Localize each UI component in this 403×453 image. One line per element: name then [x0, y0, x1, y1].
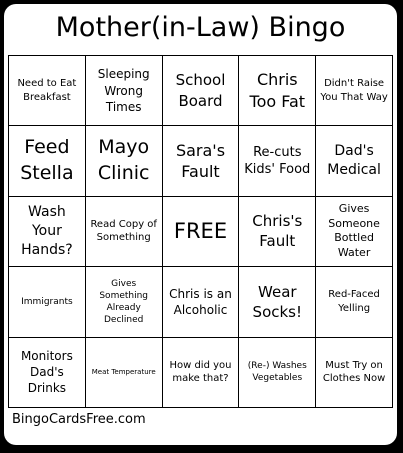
bingo-cell-text: Wear Socks!	[252, 282, 303, 321]
bingo-cell-text: (Re-) Washes Vegetables	[247, 361, 307, 384]
bingo-cell-r3-c4	[239, 197, 316, 267]
bingo-cell-text: Didn't Raise You That Way	[320, 78, 388, 103]
bingo-cell-r2-c5	[316, 126, 393, 196]
bingo-cell-r4-c2	[86, 267, 163, 337]
bingo-cell-r1-c5	[316, 56, 393, 126]
bingo-card	[4, 4, 397, 445]
bingo-cell-text: Feed Stella	[20, 136, 74, 185]
bingo-cell-r2-c3	[163, 126, 240, 196]
bingo-cell-text: Must Try on Clothes Now	[322, 359, 386, 385]
bingo-cell-text: Chris is an Alcoholic	[169, 286, 232, 317]
bingo-grid	[8, 55, 393, 408]
bingo-cell-r4-c3	[163, 267, 240, 337]
bingo-cell-text: How did you make that?	[169, 359, 232, 385]
bingo-cell-r2-c4	[239, 126, 316, 196]
bingo-cell-r3-c1	[9, 197, 86, 267]
bingo-cell-text: Read Copy of Something	[90, 218, 157, 244]
bingo-cell-r4-c4	[239, 267, 316, 337]
bingo-cell-text: FREE	[173, 219, 228, 244]
bingo-cell-r5-c2	[86, 338, 163, 408]
bingo-cell-r1-c3	[163, 56, 240, 126]
bingo-cell-text: Mayo Clinic	[97, 136, 150, 185]
bingo-cell-r1-c1	[9, 56, 86, 126]
bingo-cell-text: Monitors Dad's Drinks	[20, 349, 73, 396]
bingo-cell-r3-c3	[163, 197, 240, 267]
bingo-cell-text: Need to Eat Breakfast	[17, 78, 77, 103]
bingo-cell-text: Red-Faced Yelling	[328, 289, 380, 314]
footer-credit: BingoCardsFree.com	[12, 412, 146, 427]
bingo-cell-text: Chris Too Fat	[249, 70, 306, 111]
bingo-cell-text: Wash Your Hands?	[21, 204, 73, 258]
bingo-cell-text: Sleeping Wrong Times	[97, 67, 150, 114]
bingo-cell-r4-c1	[9, 267, 86, 337]
bingo-cell-r5-c4	[239, 338, 316, 408]
bingo-cell-text: Gives Something Already Declined	[99, 278, 149, 326]
bingo-cell-text: Immigrants	[21, 296, 73, 307]
bingo-cell-r3-c2	[86, 197, 163, 267]
bingo-cell-text: Sara's Fault	[175, 140, 226, 182]
bingo-cell-text: Gives Someone Bottled Water	[328, 201, 380, 260]
bingo-cell-r5-c1	[9, 338, 86, 408]
bingo-cell-text: Meat Temperature	[91, 367, 156, 376]
bingo-cell-r5-c3	[163, 338, 240, 408]
bingo-cell-r2-c2	[86, 126, 163, 196]
bingo-cell-r3-c5	[316, 197, 393, 267]
bingo-cell-r5-c5	[316, 338, 393, 408]
bingo-cell-text: School Board	[175, 71, 226, 110]
bingo-cell-r2-c1	[9, 126, 86, 196]
bingo-cell-r1-c2	[86, 56, 163, 126]
bingo-cell-r1-c4	[239, 56, 316, 126]
bingo-cell-text: Chris's Fault	[252, 212, 303, 251]
card-title: Mother(in-Law) Bingo	[55, 12, 346, 43]
bingo-cell-text: Dad's Medical	[327, 143, 381, 179]
bingo-cell-r4-c5	[316, 267, 393, 337]
bingo-cell-text: Re-cuts Kids' Food	[244, 144, 311, 178]
